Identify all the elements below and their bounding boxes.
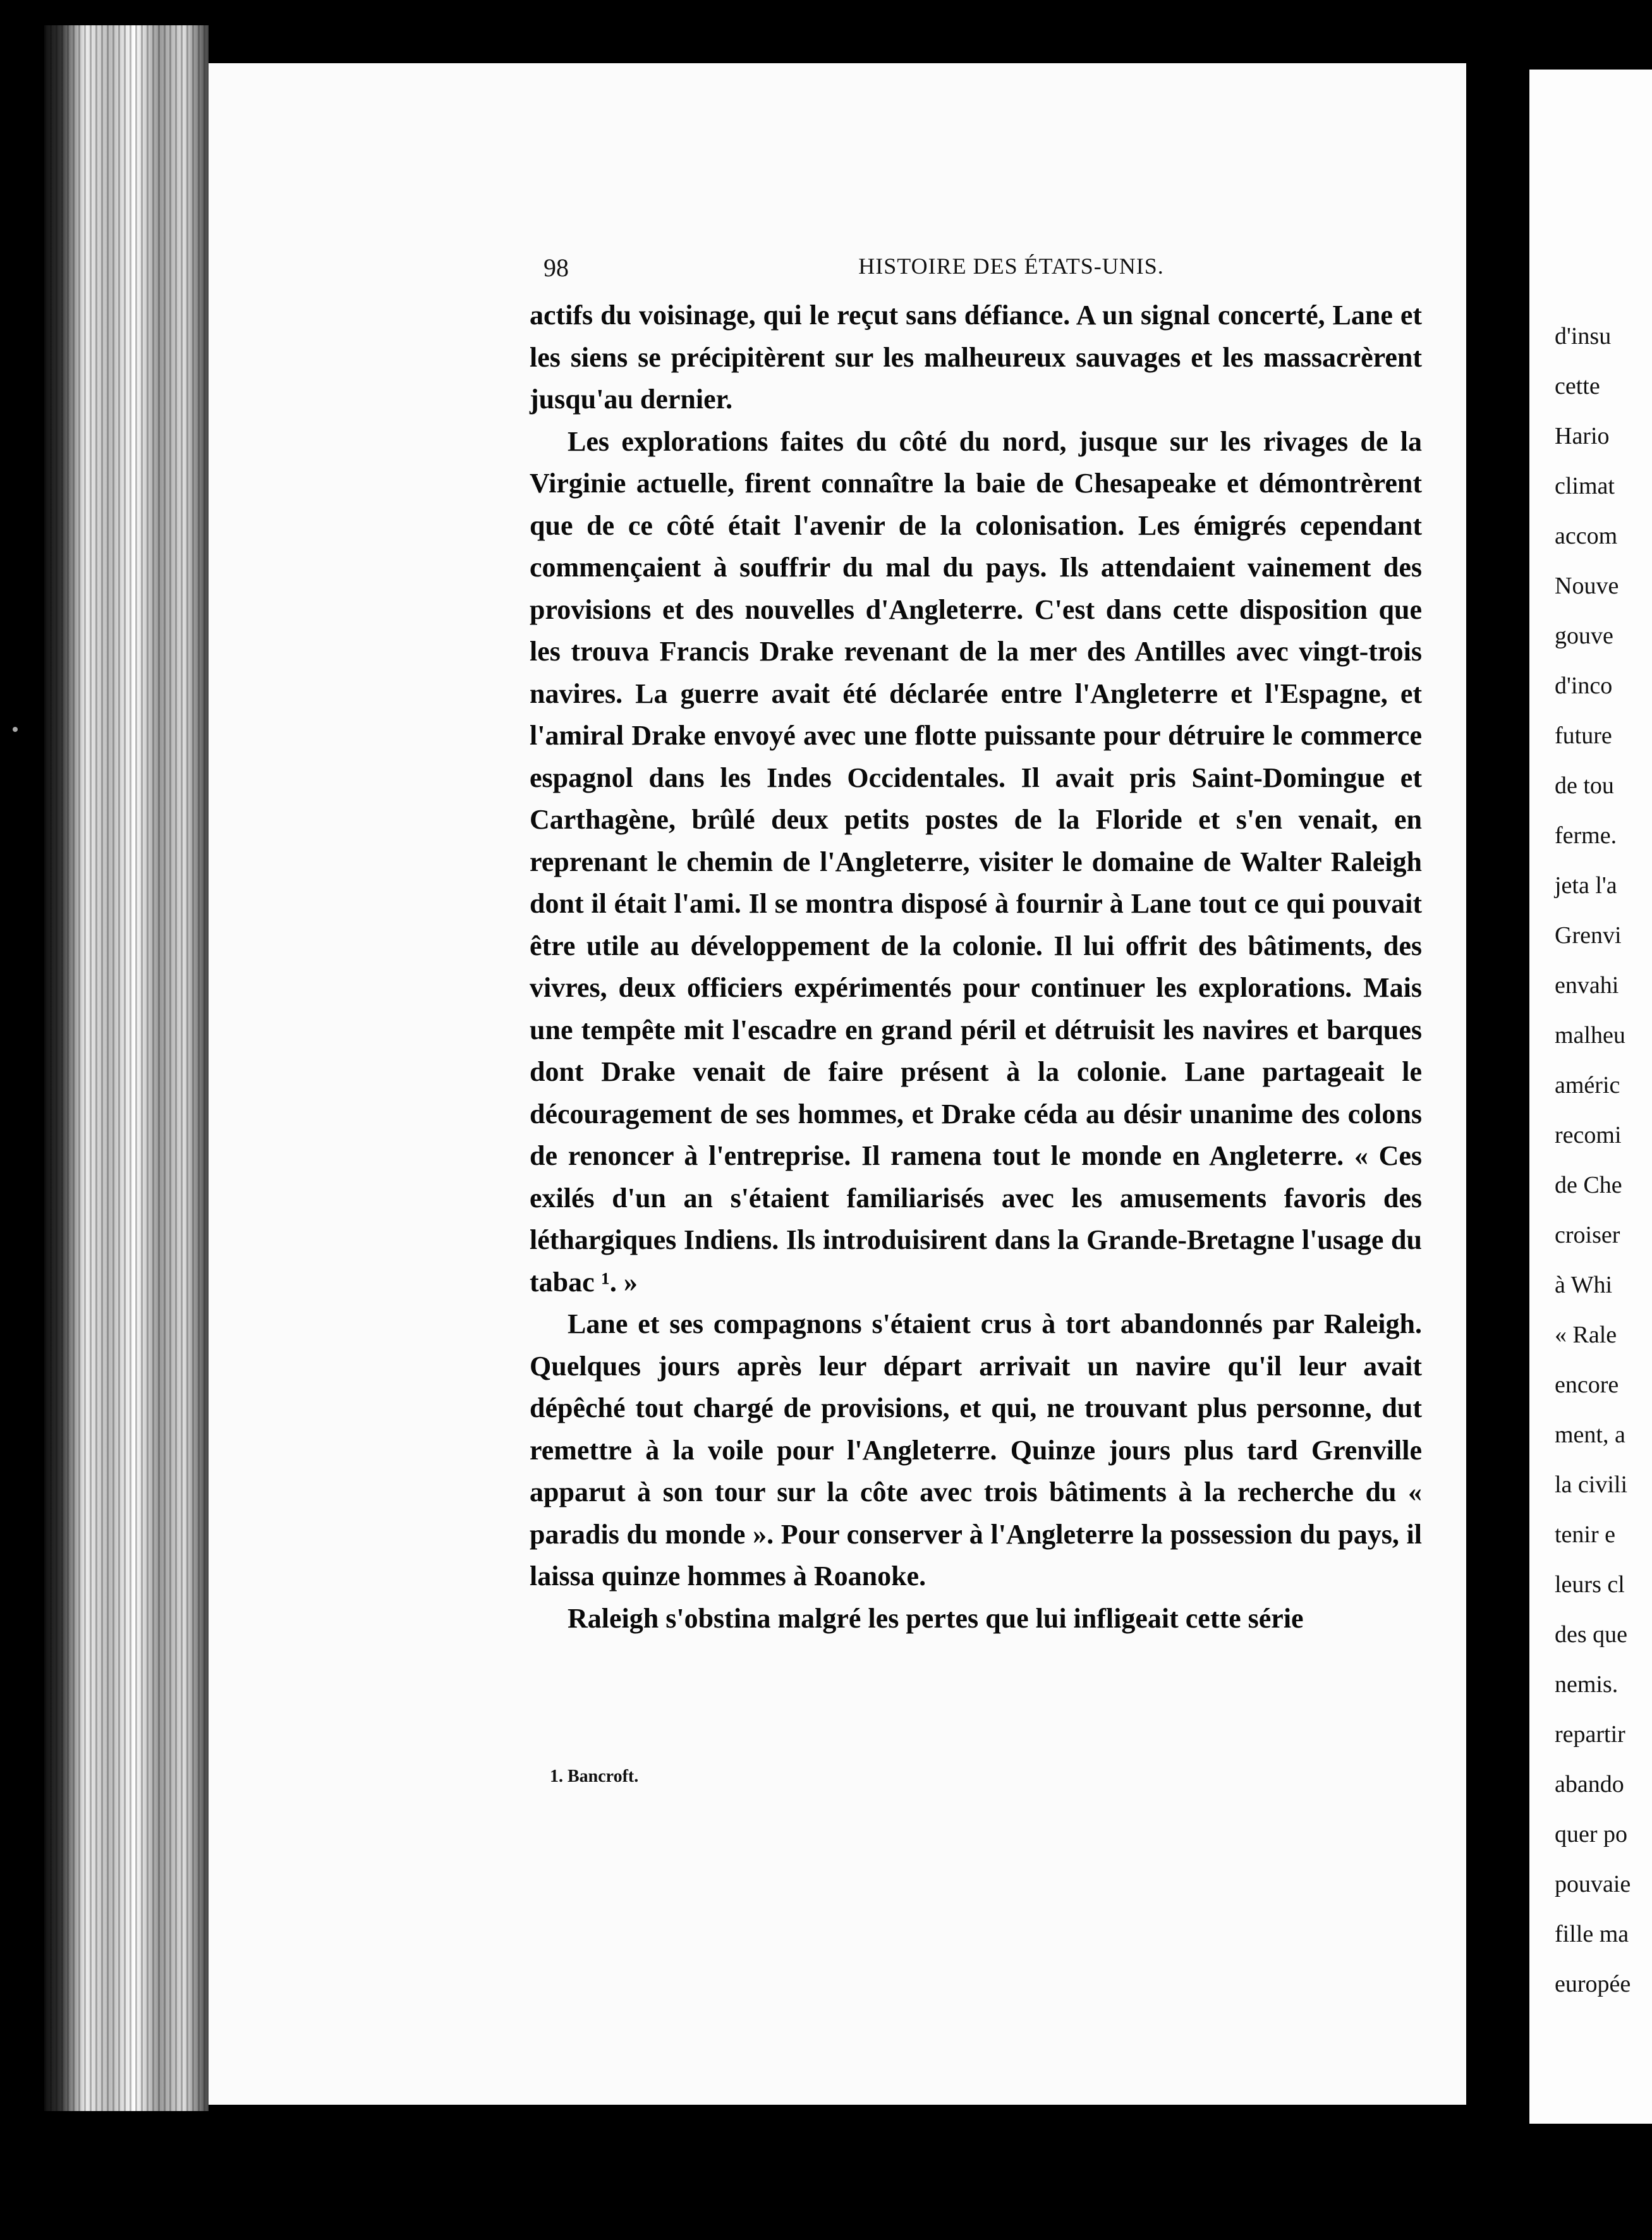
facing-page-line: d'inco (1555, 673, 1613, 699)
facing-page-line: pouvaie (1555, 1871, 1631, 1897)
facing-page-line: malheu (1555, 1022, 1625, 1049)
body-text (530, 295, 1422, 1640)
facing-page-line: repartir (1555, 1721, 1625, 1748)
paragraph-1: actifs du voisinage, qui le reçut sans défiance. A un signal concerté, Lane et les siens se précipitèrent sur les malheureux sauvages et les massacrèrent jusqu'au dernier. (530, 300, 1422, 415)
facing-page-line: nemis. (1555, 1671, 1619, 1698)
facing-page-line: Grenvi (1555, 922, 1622, 949)
paragraph-2: Les explorations faites du côté du nord, jusque sur les rivages de la Virginie actuelle, firent connaître la baie de Chesapeake et démontrèrent que de ce côté était l'avenir de la colonisation. Les émigrés cependant commençaient à souffrir du mal du pays. Ils attendaient vainement des provisions et des nouvelles d'Angleterre. C'est dans cette disposition que les trouva Francis Drake revenant de la mer des Antilles avec vingt-trois navires. La guerre avait été déclarée entre l'Angleterre et l'Espagne, et l'amiral Drake envoyé avec une flotte puissante pour détruire le commerce espagnol dans les Indes Occidentales. Il avait pris Saint-Domingue et Carthagène, brûlé deux petits postes de la Floride et s'en venait, en reprenant le chemin de l'Angleterre, visiter le domaine de Walter Raleigh dont il était l'ami. Il se montra disposé à fournir à Lane tout ce qui pouvait être utile au développement de la colonie. Il lui offrit des bâtiments, des vivres, deux officiers expérimentés pour continuer les explorations. Mais une tempête mit l'escadre en grand péril et détruisit les navires et barques dont Drake venait de faire présent à la colonie. Lane partageait le découragement de ses hommes, et Drake céda au désir unanime des colons de renoncer à l'entreprise. Il ramena tout le monde en Angleterre. « Ces exilés d'un an s'étaient familiarisés avec les amusements favoris des léthargiques Indiens. Ils introduisirent dans la Grande-Bretagne l'usage du tabac ¹. » (530, 425, 1422, 1298)
facing-page-line: quer po (1555, 1821, 1628, 1847)
facing-page-line: tenir e (1555, 1521, 1616, 1548)
facing-page-line: jeta l'a (1555, 872, 1617, 899)
facing-page-line: croiser (1555, 1222, 1620, 1248)
facing-page-line: ment, a (1555, 1421, 1625, 1448)
facing-page-line: de Che (1555, 1172, 1622, 1198)
facing-page-line: ferme. (1555, 822, 1617, 849)
facing-page-line: abando (1555, 1771, 1624, 1798)
facing-page-line: Hario (1555, 423, 1610, 449)
facing-page-line: climat (1555, 473, 1615, 499)
facing-page-line: encore (1555, 1372, 1619, 1398)
facing-page-line: Nouve (1555, 573, 1619, 599)
paragraph-4: Raleigh s'obstina malgré les pertes que lui infligeait cette série (568, 1602, 1304, 1634)
facing-page-line: des que (1555, 1621, 1628, 1648)
facing-page-line: « Rale (1555, 1322, 1617, 1348)
facing-page-line: future (1555, 722, 1612, 749)
facing-page-line: fille ma (1555, 1921, 1629, 1947)
scan-artifact (13, 727, 18, 732)
running-title: HISTOIRE DES ÉTATS-UNIS. (858, 253, 1164, 279)
facing-page-line: la civili (1555, 1471, 1628, 1498)
facing-page-line: de tou (1555, 772, 1614, 799)
footnote: 1. Bancroft. (550, 1767, 639, 1786)
facing-page-line: à Whi (1555, 1272, 1613, 1298)
facing-page-line: d'insu (1555, 323, 1612, 350)
page-edges (44, 25, 209, 2111)
facing-page-line: accom (1555, 523, 1618, 549)
facing-page-line: gouve (1555, 623, 1613, 649)
page-header (544, 253, 1428, 291)
paragraph-3: Lane et ses compagnons s'étaient crus à tort abandonnés par Raleigh. Quelques jours après leur départ arrivait un navire qu'il leur avait dépêché tout chargé de provisions, et qui, ne trouvant plus personne, dut remettre à la voile pour l'Angleterre. Quinze jours plus tard Grenville apparut à son tour sur la côte avec trois bâtiments à la recherche du « paradis du monde ». Pour conserver à l'Angleterre la possession du pays, il laissa quinze hommes à Roanoke. (530, 1308, 1422, 1592)
facing-page-line: améric (1555, 1072, 1620, 1099)
facing-page-line: envahi (1555, 972, 1619, 999)
facing-page-line: cette (1555, 373, 1600, 399)
facing-page-line: recomi (1555, 1122, 1622, 1148)
facing-page-line: europée (1555, 1971, 1631, 1997)
facing-page (1529, 70, 1652, 2124)
page-number: 98 (544, 253, 569, 282)
facing-page-line: leurs cl (1555, 1571, 1625, 1598)
